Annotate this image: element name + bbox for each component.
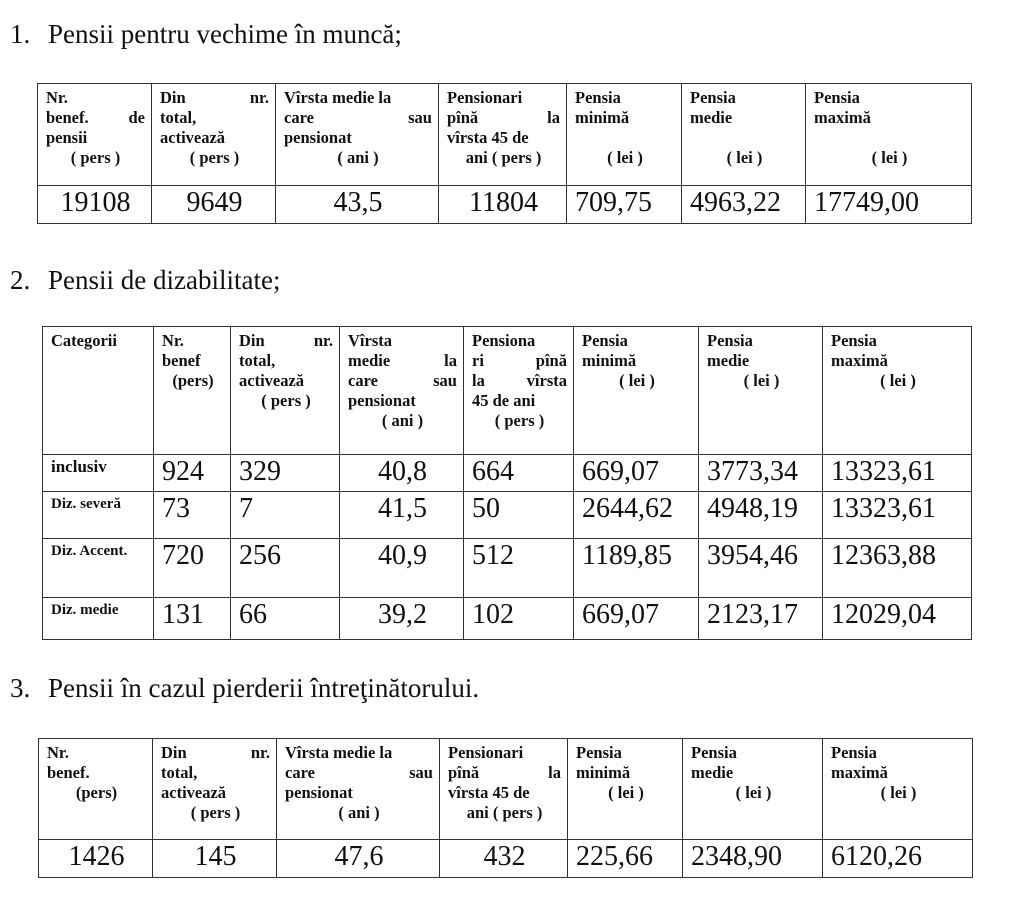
column-header: [439, 84, 567, 186]
column-header: [806, 84, 972, 186]
category-cell: inclusiv: [43, 455, 154, 492]
table-row: [43, 492, 972, 539]
column-header-line: activează: [160, 128, 226, 147]
column-header: [231, 327, 340, 455]
table-cell: 432: [440, 840, 568, 878]
column-header: [153, 739, 277, 840]
table-row: [43, 539, 972, 598]
column-header-line: activează: [239, 371, 305, 390]
table-cell: 256: [231, 539, 340, 598]
column-header-line: ( pers ): [190, 803, 241, 822]
table-row: [43, 455, 972, 492]
column-header-line: ( lei ): [619, 371, 655, 390]
table-cell: 512: [464, 539, 574, 598]
table-cell: 2644,62: [574, 492, 699, 539]
table-cell: 4948,19: [699, 492, 823, 539]
column-header-line: ( pers ): [189, 148, 240, 167]
column-header-line: Categorii: [51, 331, 117, 350]
column-header: [574, 327, 699, 455]
category-cell: Diz. medie: [43, 598, 154, 640]
column-header: [682, 84, 806, 186]
column-header: [440, 739, 568, 840]
column-header-line: ( lei ): [735, 783, 772, 802]
table-cell: 39,2: [340, 598, 464, 640]
column-header-line: maximă: [831, 351, 888, 370]
column-header: [683, 739, 823, 840]
column-header-line: benef. de: [46, 108, 145, 127]
column-header-line: pînă la: [448, 763, 561, 782]
section-number: 2.: [10, 265, 31, 295]
column-header-line: ri pînă: [472, 351, 567, 370]
column-header-line: ( pers ): [494, 411, 545, 430]
table-row: [43, 598, 972, 640]
column-header-line: [814, 128, 965, 148]
column-header-line: Pensia: [575, 88, 621, 107]
table-cell: 41,5: [340, 492, 464, 539]
table-cell: 2348,90: [683, 840, 823, 878]
table-cell: 50: [464, 492, 574, 539]
table-cell: 1189,85: [574, 539, 699, 598]
column-header-line: Pensia: [831, 331, 877, 350]
column-header: [152, 84, 276, 186]
table-cell: 13323,61: [823, 455, 972, 492]
column-header: [823, 739, 973, 840]
column-header-line: Nr.: [162, 331, 184, 350]
table-cell: 1426: [39, 840, 153, 878]
category-cell: Diz. Accent.: [43, 539, 154, 598]
column-header-line: 45 de ani: [472, 391, 536, 410]
table-cell: 7: [231, 492, 340, 539]
column-header-line: ( lei ): [880, 783, 917, 802]
column-header: [699, 327, 823, 455]
table-header-row: [43, 327, 972, 455]
column-header-line: Pensionari: [447, 88, 523, 107]
column-header-line: Pensia: [707, 331, 753, 350]
column-header-line: ( lei ): [871, 148, 908, 167]
column-header-line: pensionat: [284, 128, 352, 147]
section-3-heading: [10, 672, 479, 704]
table-cell: 669,07: [574, 455, 699, 492]
table-cell: 131: [154, 598, 231, 640]
column-header-line: ani ( pers ): [465, 148, 542, 167]
table-cell: 664: [464, 455, 574, 492]
table-cell: 40,9: [340, 539, 464, 598]
column-header-line: Pensia: [691, 743, 737, 762]
column-header-line: minimă: [576, 763, 631, 782]
column-header: [39, 739, 153, 840]
column-header-line: medie: [690, 108, 733, 127]
column-header-line: medie: [707, 351, 750, 370]
column-header: [340, 327, 464, 455]
column-header: [43, 327, 154, 455]
column-header-line: Pensia: [814, 88, 860, 107]
table-cell: 720: [154, 539, 231, 598]
column-header-line: Pensiona: [472, 331, 536, 350]
column-header-line: Din nr.: [239, 331, 333, 350]
column-header-line: vîrsta 45 de: [448, 783, 530, 802]
column-header-line: pînă la: [447, 108, 560, 127]
section-number: 1.: [10, 19, 31, 49]
section-title: Pensii în cazul pierderii întreţinătorului.: [48, 673, 480, 703]
column-header-line: Din nr.: [160, 88, 269, 107]
column-header-line: maximă: [831, 763, 888, 782]
column-header-line: Pensia: [582, 331, 628, 350]
column-header-line: minimă: [582, 351, 637, 370]
table-cell: 66: [231, 598, 340, 640]
column-header: [277, 739, 440, 840]
column-header-line: total,: [160, 108, 197, 127]
table-cell: 9649: [152, 186, 276, 224]
seniority-pension-table: [37, 83, 972, 224]
column-header-line: total,: [161, 763, 198, 782]
column-header: [464, 327, 574, 455]
column-header-line: vîrsta 45 de: [447, 128, 529, 147]
table-cell: 17749,00: [806, 186, 972, 224]
table-cell: 4963,22: [682, 186, 806, 224]
column-header-line: (pers): [172, 371, 214, 390]
column-header-line: Pensionari: [448, 743, 524, 762]
column-header-line: Nr.: [46, 88, 68, 107]
column-header-line: (pers): [75, 783, 118, 802]
table-row: [39, 840, 973, 878]
category-cell: Diz. severă: [43, 492, 154, 539]
column-header-line: Vîrsta medie la: [285, 743, 393, 762]
table-row: [38, 186, 972, 224]
column-header-line: ( pers ): [70, 148, 121, 167]
column-header: [568, 739, 683, 840]
column-header-line: maximă: [814, 108, 871, 127]
table-cell: 12363,88: [823, 539, 972, 598]
table-cell: 709,75: [567, 186, 682, 224]
column-header-line: benef.: [47, 763, 90, 782]
column-header-line: Vîrsta: [348, 331, 392, 350]
column-header-line: ( lei ): [726, 148, 763, 167]
column-header-line: ( pers ): [261, 391, 311, 410]
column-header: [154, 327, 231, 455]
table-cell: 225,66: [568, 840, 683, 878]
section-title: Pensii pentru vechime în muncă;: [48, 19, 402, 49]
column-header: [823, 327, 972, 455]
table-cell: 669,07: [574, 598, 699, 640]
table-cell: 924: [154, 455, 231, 492]
survivor-pension-table: [38, 738, 973, 878]
column-header-line: care sau: [348, 371, 457, 390]
column-header-line: minimă: [575, 108, 630, 127]
table-cell: 6120,26: [823, 840, 973, 878]
column-header-line: Din nr.: [161, 743, 270, 762]
table-cell: 43,5: [276, 186, 439, 224]
column-header-line: pensionat: [348, 391, 416, 410]
column-header-line: [575, 128, 675, 148]
section-1-heading: [10, 18, 402, 50]
table-cell: 2123,17: [699, 598, 823, 640]
column-header-line: care sau: [285, 763, 433, 782]
column-header-line: Nr.: [47, 743, 69, 762]
column-header-line: ( ani ): [338, 803, 380, 822]
table-cell: 145: [153, 840, 277, 878]
column-header-line: medie la: [348, 351, 457, 370]
column-header-line: Pensia: [576, 743, 622, 762]
section-title: Pensii de dizabilitate;: [48, 265, 281, 295]
column-header-line: medie: [691, 763, 734, 782]
column-header-line: ( lei ): [743, 371, 780, 390]
column-header-line: ( ani ): [337, 148, 379, 167]
column-header-line: [690, 128, 799, 148]
table-cell: 47,6: [277, 840, 440, 878]
column-header-line: ( lei ): [608, 783, 644, 802]
table-header-row: [39, 739, 973, 840]
table-cell: 11804: [439, 186, 567, 224]
table-cell: 102: [464, 598, 574, 640]
column-header: [567, 84, 682, 186]
table-cell: 19108: [38, 186, 152, 224]
column-header-line: ani ( pers ): [466, 803, 543, 822]
section-2-heading: [10, 264, 280, 296]
section-number: 3.: [10, 673, 31, 703]
table-cell: 3954,46: [699, 539, 823, 598]
column-header-line: total,: [239, 351, 276, 370]
column-header-line: care sau: [284, 108, 432, 127]
column-header-line: ( ani ): [381, 411, 424, 430]
column-header: [38, 84, 152, 186]
column-header-line: activează: [161, 783, 227, 802]
table-cell: 329: [231, 455, 340, 492]
column-header: [276, 84, 439, 186]
table-cell: 40,8: [340, 455, 464, 492]
table-cell: 12029,04: [823, 598, 972, 640]
table-cell: 3773,34: [699, 455, 823, 492]
column-header-line: pensionat: [285, 783, 353, 802]
column-header-line: Pensia: [690, 88, 736, 107]
column-header-line: pensii: [46, 128, 88, 147]
table-cell: 73: [154, 492, 231, 539]
column-header-line: Pensia: [831, 743, 877, 762]
disability-pension-table: [42, 326, 972, 640]
column-header-line: ( lei ): [607, 148, 643, 167]
column-header-line: ( lei ): [880, 371, 916, 390]
table-cell: 13323,61: [823, 492, 972, 539]
column-header-line: benef: [162, 351, 201, 370]
column-header-line: la vîrsta: [472, 371, 567, 390]
table-header-row: [38, 84, 972, 186]
column-header-line: Vîrsta medie la: [284, 88, 392, 107]
